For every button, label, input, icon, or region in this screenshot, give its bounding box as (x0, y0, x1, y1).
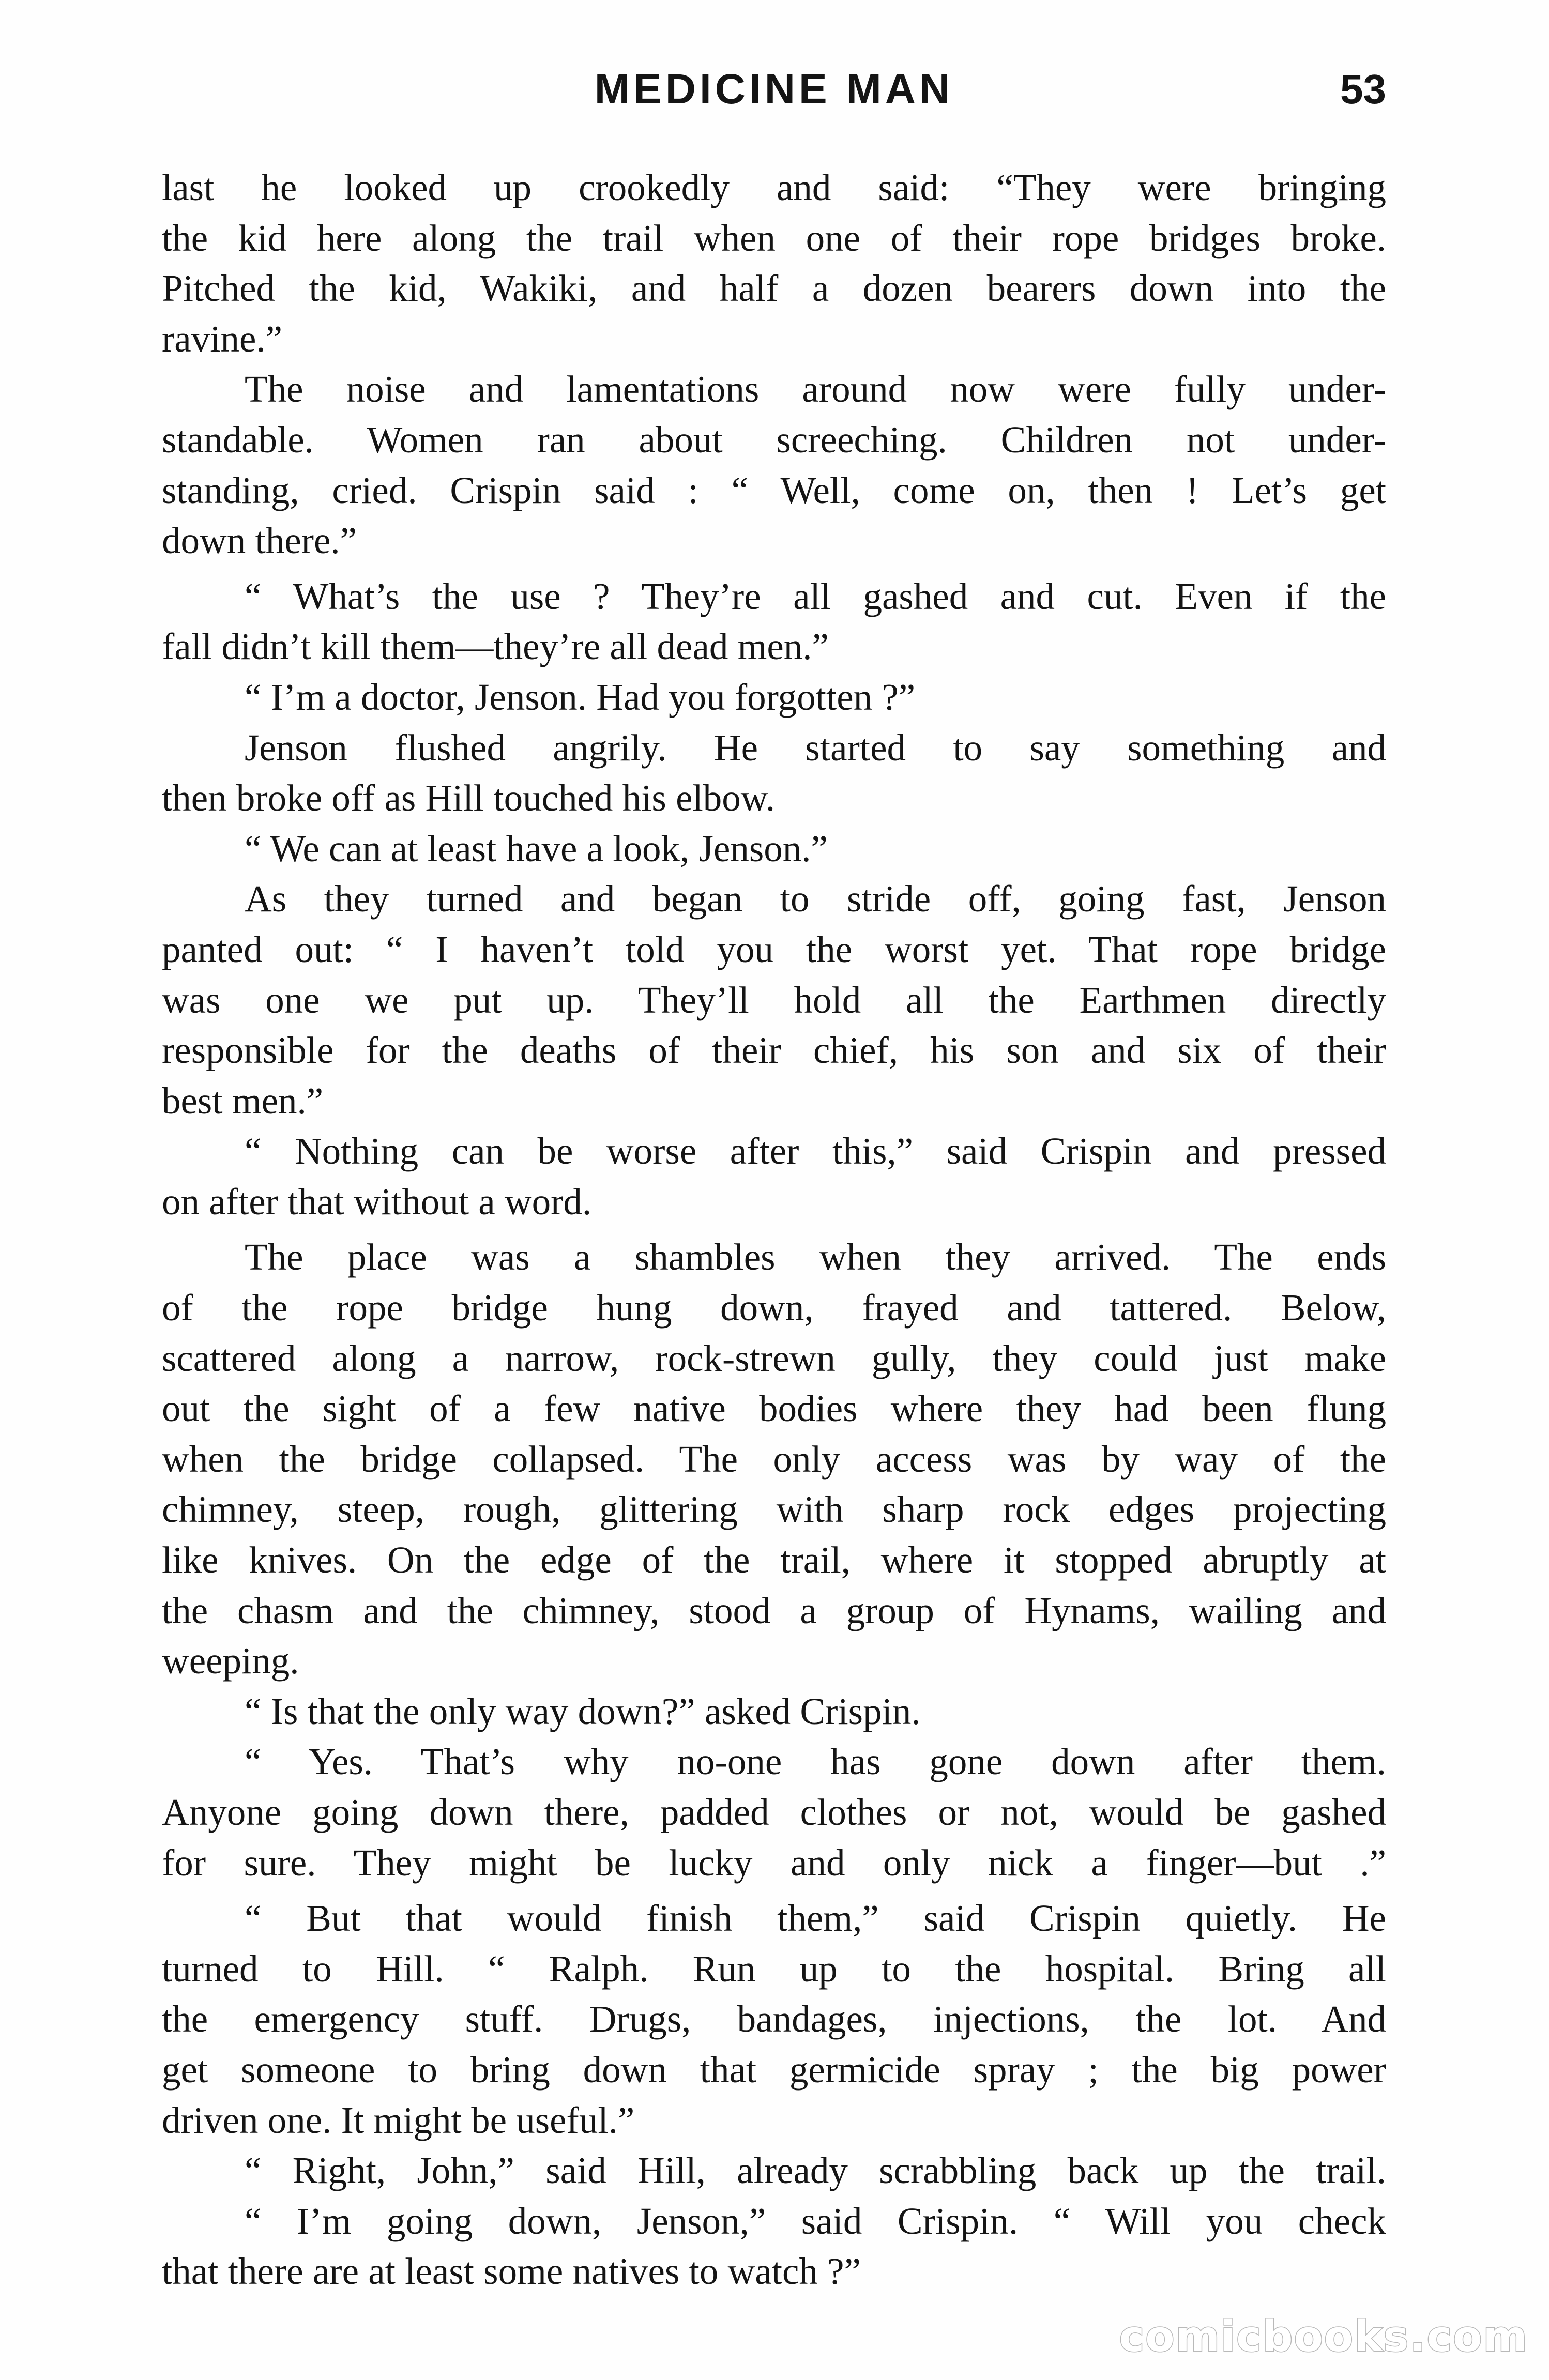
text-line: on after that without a word. (162, 1180, 592, 1223)
text-line: that there are at least some natives to watch ?” (162, 2250, 861, 2293)
text-line: The place was a shambles when they arrived. The ends (245, 1236, 1386, 1278)
text-line: weeping. (162, 1640, 299, 1682)
running-header (162, 61, 1386, 118)
text-line: the emergency stuff. Drugs, bandages, injections, the lot. And (162, 1998, 1386, 2040)
text-line: then broke off as Hill touched his elbow. (162, 777, 776, 819)
text-line: responsible for the deaths of their chief, his son and six of their (162, 1029, 1386, 1072)
text-line: like knives. On the edge of the trail, where it stopped abruptly at (162, 1539, 1386, 1581)
text-line: standable. Women ran about screeching. Children not under- (162, 418, 1386, 461)
text-line: “ Right, John,” said Hill, already scrabbling back up the trail. (245, 2149, 1386, 2192)
text-line: chimney, steep, rough, glittering with sharp rock edges projecting (162, 1488, 1386, 1531)
text-line: “ I’m a doctor, Jenson. Had you forgotten ?” (245, 676, 916, 718)
text-line: “ I’m going down, Jenson,” said Crispin. “ Will you check (245, 2200, 1386, 2242)
text-line: Anyone going down there, padded clothes or not, would be gashed (162, 1791, 1386, 1833)
text-line: Pitched the kid, Wakiki, and half a dozen bearers down into the (162, 267, 1386, 310)
text-line: scattered along a narrow, rock-strewn gully, they could just make (162, 1337, 1386, 1379)
text-line: driven one. It might be useful.” (162, 2099, 635, 2141)
text-line: “ Yes. That’s why no-one has gone down after them. (245, 1741, 1386, 1783)
text-line: last he looked up crookedly and said: “They were bringing (162, 166, 1386, 208)
text-line: panted out: “ I haven’t told you the worst yet. That rope bridge (162, 928, 1386, 970)
text-line: get someone to bring down that germicide spray ; the big power (162, 2048, 1386, 2091)
text-line: “ What’s the use ? They’re all gashed and cut. Even if the (245, 575, 1386, 617)
text-line: when the bridge collapsed. The only access was by way of the (162, 1438, 1386, 1480)
text-line: The noise and lamentations around now were fully under- (245, 368, 1386, 410)
text-line: “ Is that the only way down?” asked Crispin. (245, 1690, 921, 1732)
text-line: out the sight of a few native bodies where they had been flung (162, 1387, 1386, 1430)
running-title: MEDICINE MAN (594, 66, 954, 113)
text-line: Jenson flushed angrily. He started to say something and (245, 726, 1386, 769)
text-line: As they turned and began to stride off, going fast, Jenson (245, 878, 1386, 920)
text-line: of the rope bridge hung down, frayed and tattered. Below, (162, 1287, 1386, 1329)
text-line: turned to Hill. “ Ralph. Run up to the hospital. Bring all (162, 1947, 1386, 1990)
text-line: best men.” (162, 1079, 324, 1122)
text-line: ravine.” (162, 317, 283, 360)
watermark-logo: comicbooks.com (1119, 2312, 1528, 2361)
text-line: fall didn’t kill them—they’re all dead men.” (162, 625, 829, 668)
text-line: standing, cried. Crispin said : “ Well, come on, then ! Let’s get (162, 469, 1386, 511)
text-line: was one we put up. They’ll hold all the Earthmen directly (162, 979, 1386, 1021)
text-line: “ Nothing can be worse after this,” said Crispin and pressed (245, 1130, 1386, 1172)
text-line: “ We can at least have a look, Jenson.” (245, 827, 828, 869)
text-line: down there.” (162, 520, 357, 562)
text-line: the chasm and the chimney, stood a group of Hynams, wailing and (162, 1589, 1386, 1631)
body-text (162, 162, 1386, 2297)
text-line: for sure. They might be lucky and only nick a finger—but .” (162, 1841, 1386, 1884)
text-line: the kid here along the trail when one of their rope bridges broke. (162, 217, 1386, 259)
page-number: 53 (1340, 66, 1386, 112)
text-line: “ But that would finish them,” said Crispin quietly. He (245, 1897, 1386, 1940)
